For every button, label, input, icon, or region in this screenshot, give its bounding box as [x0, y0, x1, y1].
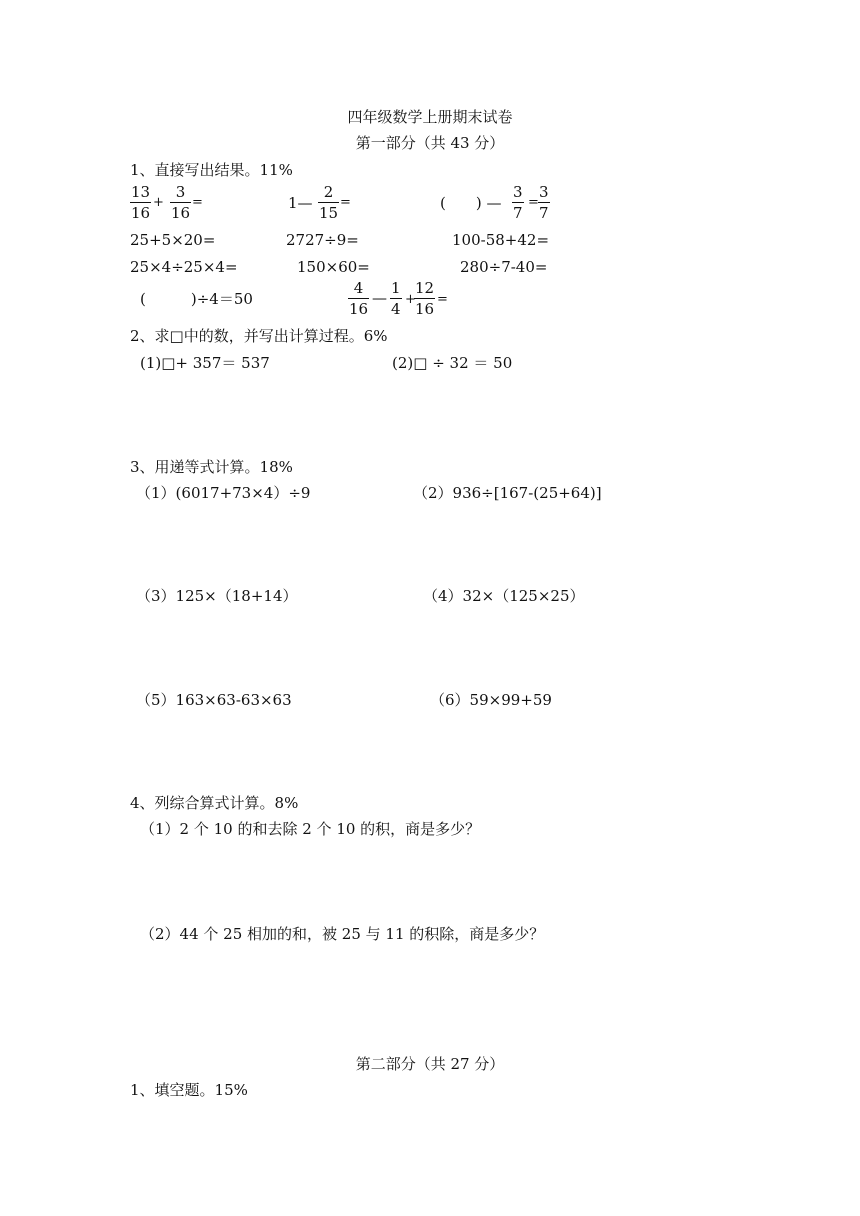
fraction: $\frac{1}{4}$ — [391, 279, 401, 318]
q3-item-6: （6）59×99+59 — [430, 691, 552, 709]
fraction: $\frac{3}{16}$ — [171, 183, 191, 222]
calc-item: 280÷7-40= — [460, 258, 548, 276]
equals-sign: = — [528, 195, 539, 210]
fraction: $\frac{3}{7}$ — [513, 183, 523, 222]
fraction: $\frac{13}{16}$ — [131, 183, 151, 222]
q4-item-2: （2）44 个 25 相加的和，被 25 与 11 的积除，商是多少？ — [140, 925, 545, 943]
fraction: $\frac{3}{7}$ — [539, 183, 549, 222]
q2-item-2: (2)□ ÷ 32 ＝ 50 — [392, 354, 513, 372]
blank-division: ( )÷4＝50 — [140, 290, 253, 308]
q4-item-1: （1）2 个 10 的和去除 2 个 10 的积，商是多少？ — [140, 820, 481, 838]
calc-item: 2727÷9= — [286, 231, 359, 249]
fraction: $\frac{12}{16}$ — [415, 279, 435, 318]
q3-item-3: （3）125×（18+14） — [136, 587, 298, 605]
q3-heading: 3、用递等式计算。18% — [130, 458, 293, 476]
equals-sign: = — [437, 292, 448, 307]
calc-item: 25+5×20= — [130, 231, 216, 249]
fraction: $\frac{2}{15}$ — [319, 183, 339, 222]
q3-item-1: （1）(6017+73×4）÷9 — [136, 484, 311, 502]
part2-title: 第二部分（共 27 分） — [355, 1055, 505, 1073]
q1-heading: 1、直接写出结果。11% — [130, 161, 293, 179]
plus-sign: + — [153, 195, 164, 210]
q2-item-1: (1)□+ 357＝ 537 — [140, 354, 270, 372]
exam-title: 四年级数学上册期末试卷 — [347, 108, 513, 126]
q3-item-2: （2）936÷[167-(25+64)] — [413, 484, 602, 502]
equals-sign: = — [192, 195, 203, 210]
calc-item: 150×60= — [297, 258, 370, 276]
q3-item-4: （4）32×（125×25） — [423, 587, 585, 605]
calc-item: 25×4÷25×4= — [130, 258, 238, 276]
part1-title: 第一部分（共 43 分） — [355, 134, 505, 152]
calc-item: 100-58+42= — [452, 231, 550, 249]
plus-sign: + — [405, 292, 416, 307]
q2-heading: 2、求□中的数，并写出计算过程。6% — [130, 327, 388, 345]
equals-sign: = — [340, 195, 351, 210]
minus-sign: — — [372, 289, 387, 307]
q4-heading: 4、列综合算式计算。8% — [130, 794, 299, 812]
blank-minus: ( ) — — [440, 194, 502, 212]
part2-q1-heading: 1、填空题。15% — [130, 1081, 248, 1099]
fraction: $\frac{4}{16}$ — [349, 279, 369, 318]
one-minus: 1— — [288, 194, 313, 212]
q3-item-5: （5）163×63-63×63 — [136, 691, 292, 709]
